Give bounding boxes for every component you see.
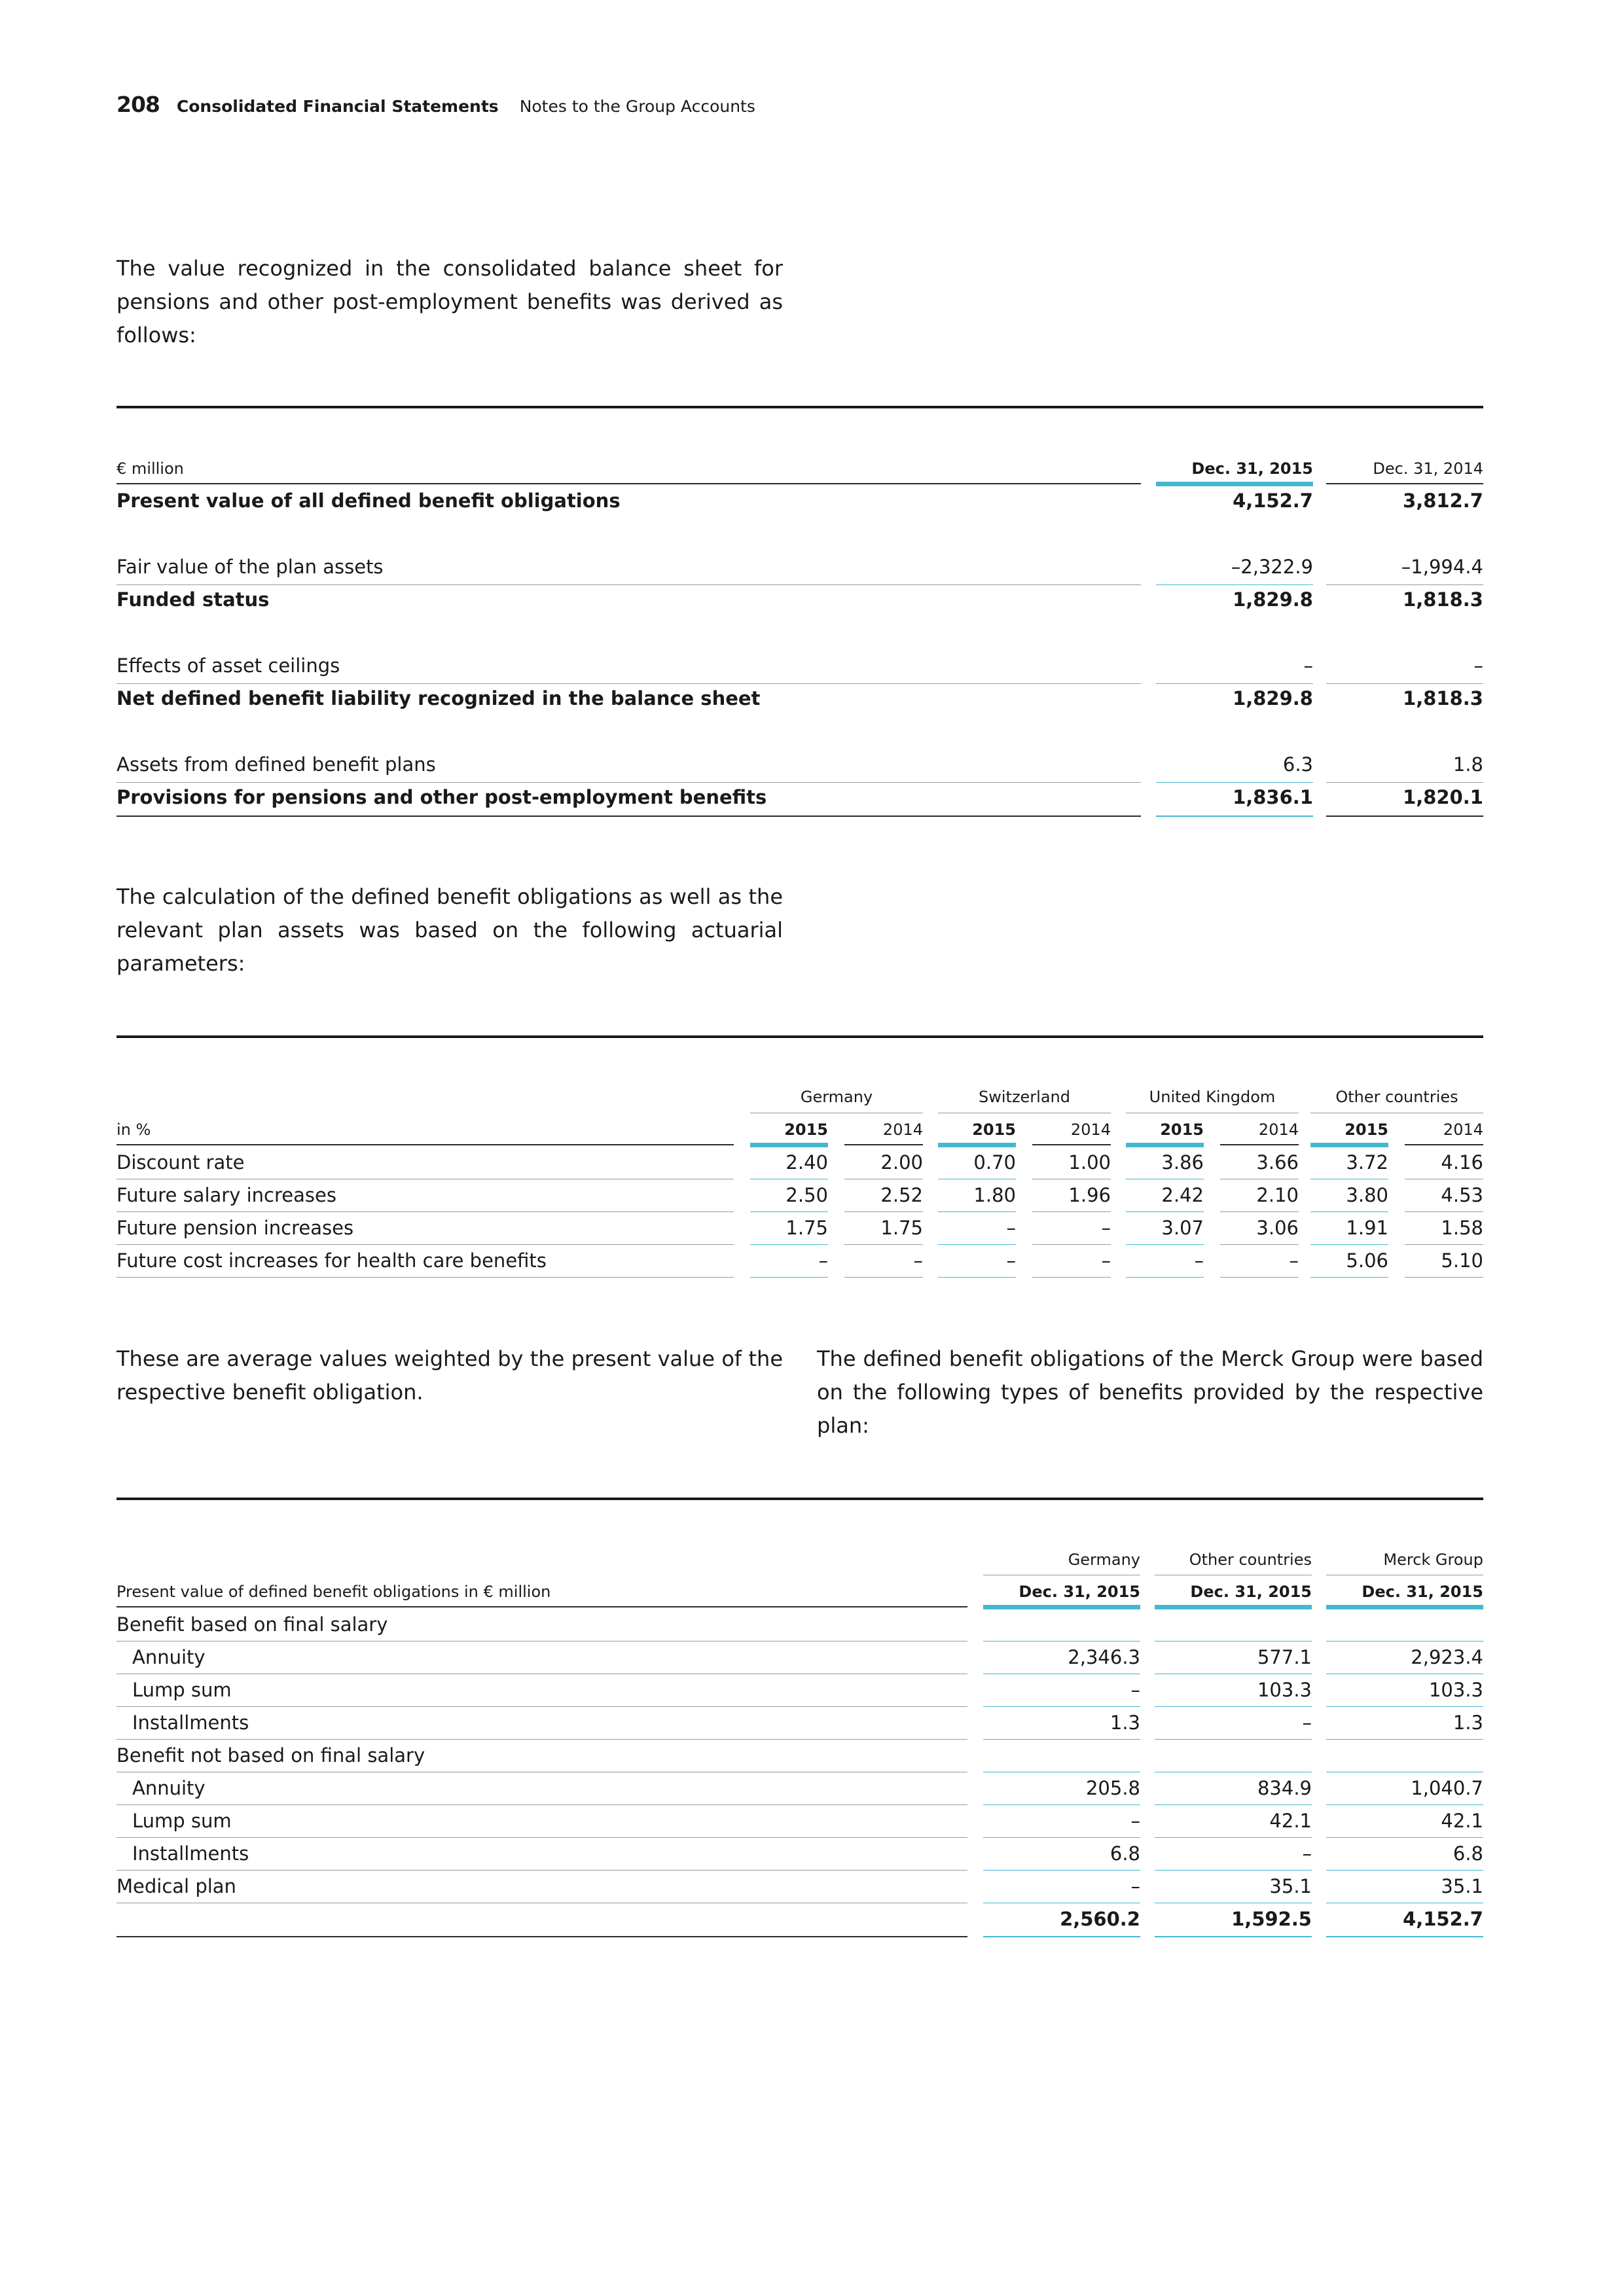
table2-row-rule — [750, 1211, 828, 1212]
table3-group-other-countries: Other countries — [1189, 1551, 1312, 1569]
table2-row-rule — [844, 1244, 923, 1245]
table2-group-united-kingdom: United Kingdom — [1149, 1088, 1276, 1106]
table3-total-cell: 4,152.7 — [1403, 1908, 1483, 1930]
table1-bottom-rule-2015 — [1156, 816, 1313, 817]
table3-cell: 1.3 — [1110, 1712, 1140, 1734]
subsection-title: Notes to the Group Accounts — [519, 97, 755, 116]
table1-value-2014: 3,812.7 — [1403, 490, 1483, 512]
table2-row-rule — [938, 1211, 1016, 1212]
table3-row-rule — [983, 1870, 1140, 1871]
table2-row-rule — [844, 1277, 923, 1278]
table3-row-label: Lump sum — [132, 1679, 232, 1701]
table3-cell: 205.8 — [1085, 1777, 1140, 1799]
table3-cell: – — [1302, 1712, 1312, 1734]
table2-row-rule — [1405, 1277, 1483, 1278]
table1-row-rule-2015 — [1156, 782, 1313, 783]
table3-row-rule — [117, 1837, 967, 1838]
table2-cell: – — [913, 1249, 923, 1272]
table3-row-rule — [1155, 1804, 1312, 1805]
table3-cell: – — [1130, 1679, 1140, 1701]
table2-year-2015: 2015 — [1344, 1121, 1388, 1139]
table2-row-rule — [1126, 1244, 1204, 1245]
table2-row-rule — [1405, 1244, 1483, 1245]
table2-cell: – — [1101, 1249, 1111, 1272]
table3-row-rule — [1155, 1706, 1312, 1707]
table1-row-label: Present value of all defined benefit obligations — [117, 490, 621, 512]
table3-date: Dec. 31, 2015 — [1190, 1583, 1312, 1601]
table3-row-label: Benefit not based on final salary — [117, 1744, 425, 1767]
table2-cell: – — [818, 1249, 828, 1272]
table3-cell: 42.1 — [1269, 1810, 1312, 1832]
table2-row-rule — [1310, 1277, 1388, 1278]
table1-value-2014: 1,818.3 — [1403, 687, 1483, 709]
table3-row-rule — [117, 1870, 967, 1871]
table2-highlight-bar — [1126, 1143, 1204, 1147]
note-right: The defined benefit obligations of the Merck Group were based on the following types of benefits provided by the respective plan: — [817, 1346, 1483, 1438]
table1-row-rule-2014 — [1326, 782, 1483, 783]
table3-unit: Present value of defined benefit obligations in € million — [117, 1583, 551, 1601]
table3-cell: 2,923.4 — [1411, 1646, 1483, 1668]
table2-row-label: Discount rate — [117, 1151, 245, 1174]
table1-row-label: Assets from defined benefit plans — [117, 753, 436, 776]
table2-cell: 3.66 — [1256, 1151, 1299, 1174]
table3-row-rule — [1155, 1870, 1312, 1871]
table2-cell: 3.06 — [1256, 1217, 1299, 1239]
table3-cell: 42.1 — [1441, 1810, 1483, 1832]
table1-header-rule — [117, 483, 1141, 484]
table2-cell: 2.00 — [880, 1151, 923, 1174]
table1-value-2015: 4,152.7 — [1233, 490, 1313, 512]
table3-cell: 2,346.3 — [1068, 1646, 1140, 1668]
table2-row-rule — [117, 1211, 734, 1212]
table3-cell: – — [1302, 1842, 1312, 1865]
table2-cell: 1.75 — [785, 1217, 828, 1239]
table2-row-rule — [117, 1277, 734, 1278]
table3-row-rule — [983, 1706, 1140, 1707]
table2-highlight-bar — [750, 1143, 828, 1147]
table2-cell: 2.50 — [785, 1184, 828, 1206]
section-title: Consolidated Financial Statements — [176, 97, 499, 116]
table2-group-other-countries: Other countries — [1335, 1088, 1458, 1106]
table2-row-rule — [1032, 1277, 1111, 1278]
table2-cell: 2.52 — [880, 1184, 923, 1206]
table3-cell: – — [1130, 1810, 1140, 1832]
table3-row-rule — [1326, 1739, 1483, 1740]
table2-row-rule — [117, 1244, 734, 1245]
page-header — [117, 92, 755, 117]
table2-highlight-bar — [1310, 1143, 1388, 1147]
table2-year-2015: 2015 — [784, 1121, 828, 1139]
table3-row-label: Installments — [132, 1842, 249, 1865]
table2-cell: – — [1006, 1217, 1016, 1239]
table3-cell: 1,040.7 — [1411, 1777, 1483, 1799]
table3-row-rule — [117, 1804, 967, 1805]
table3-row-label: Annuity — [132, 1777, 206, 1799]
table2-row-rule — [750, 1244, 828, 1245]
table2-year-2014: 2014 — [1070, 1121, 1111, 1139]
table1-col-2015: Dec. 31, 2015 — [1191, 459, 1313, 478]
table1-value-2014: –1,994.4 — [1401, 556, 1483, 578]
table2-cell: – — [1289, 1249, 1299, 1272]
table3-bottom-rule — [1155, 1936, 1312, 1937]
table1-unit: € million — [117, 459, 184, 478]
table2-row-rule — [1220, 1244, 1299, 1245]
table2-cell: 1.80 — [973, 1184, 1016, 1206]
table3-row-label: Medical plan — [117, 1875, 236, 1897]
table2-year-2015: 2015 — [1160, 1121, 1204, 1139]
table1-value-2014: 1,818.3 — [1403, 588, 1483, 611]
table2-cell: 5.10 — [1441, 1249, 1483, 1272]
table2-header-rule — [1220, 1144, 1299, 1145]
table3-row-rule — [1326, 1837, 1483, 1838]
table3-cell: 35.1 — [1441, 1875, 1483, 1897]
table2-row-rule — [1126, 1211, 1204, 1212]
table2-cell: – — [1194, 1249, 1204, 1272]
table2-row-rule — [1220, 1211, 1299, 1212]
table1-row-rule — [117, 683, 1141, 684]
table2-row-label: Future cost increases for health care benefits — [117, 1249, 547, 1272]
table1-row-label: Net defined benefit liability recognized in the balance sheet — [117, 687, 761, 709]
table2-unit: in % — [117, 1121, 151, 1139]
table3-date: Dec. 31, 2015 — [1019, 1583, 1140, 1601]
table3-row-rule — [117, 1706, 967, 1707]
table3-row-rule — [1326, 1804, 1483, 1805]
table1-bottom-rule — [117, 816, 1141, 817]
table2-row-rule — [1310, 1244, 1388, 1245]
table3-row-rule — [1155, 1837, 1312, 1838]
table2-row-rule — [750, 1277, 828, 1278]
table3-row-rule — [983, 1739, 1140, 1740]
table3-top-rule — [117, 1498, 1483, 1500]
table2-cell: 1.00 — [1068, 1151, 1111, 1174]
table2-year-2014: 2014 — [1443, 1121, 1483, 1139]
table1-value-2014: – — [1473, 655, 1483, 677]
table3-group-merck-group: Merck Group — [1383, 1551, 1483, 1569]
table1-header-rule-2014 — [1326, 483, 1483, 484]
table3-row-label: Installments — [132, 1712, 249, 1734]
table1-row-rule-2015 — [1156, 584, 1313, 585]
table2-cell: 3.80 — [1346, 1184, 1388, 1206]
table2-highlight-bar — [938, 1143, 1016, 1147]
table1-value-2015: 6.3 — [1282, 753, 1313, 776]
note-left: These are average values weighted by the present value of the respective benefit obligation. — [117, 1346, 783, 1405]
table3-cell: 6.8 — [1453, 1842, 1483, 1865]
table2-row-rule — [1126, 1277, 1204, 1278]
table1-row-label: Fair value of the plan assets — [117, 556, 384, 578]
table3-group-germany: Germany — [1068, 1551, 1140, 1569]
table3-cell: 35.1 — [1269, 1875, 1312, 1897]
table3-row-rule — [1326, 1870, 1483, 1871]
table1-row-label: Effects of asset ceilings — [117, 655, 340, 677]
table2-row-rule — [1310, 1211, 1388, 1212]
table2-row-rule — [844, 1211, 923, 1212]
table2-cell: 2.40 — [785, 1151, 828, 1174]
table1-bottom-rule-2014 — [1326, 816, 1483, 817]
table2-cell: 2.42 — [1161, 1184, 1204, 1206]
table1-value-2015: – — [1303, 655, 1313, 677]
table2-cell: 3.72 — [1346, 1151, 1388, 1174]
table3-row-label: Annuity — [132, 1646, 206, 1668]
table1-value-2015: 1,836.1 — [1233, 786, 1313, 808]
table2-row-label: Future pension increases — [117, 1217, 354, 1239]
table2-header-rule — [844, 1144, 923, 1145]
table3-header-rule — [117, 1606, 967, 1607]
table2-cell: 4.16 — [1441, 1151, 1483, 1174]
table2-group-germany: Germany — [800, 1088, 873, 1106]
table3-row-label: Benefit based on final salary — [117, 1613, 388, 1636]
table2-row-rule — [938, 1277, 1016, 1278]
table2-cell: 2.10 — [1256, 1184, 1299, 1206]
table2-cell: – — [1006, 1249, 1016, 1272]
table3-row-rule — [1155, 1739, 1312, 1740]
table2-cell: 3.07 — [1161, 1217, 1204, 1239]
table2-row-rule — [1405, 1211, 1483, 1212]
table2-year-2014: 2014 — [1258, 1121, 1299, 1139]
page-number: 208 — [117, 92, 160, 117]
table3-bottom-rule — [983, 1936, 1140, 1937]
table3-row-rule — [1326, 1706, 1483, 1707]
table3-cell: 103.3 — [1257, 1679, 1312, 1701]
table2-year-2015: 2015 — [972, 1121, 1016, 1139]
table3-highlight-bar — [1326, 1605, 1483, 1609]
table3-cell: – — [1130, 1875, 1140, 1897]
table2-header-rule — [1405, 1144, 1483, 1145]
table2-header-rule — [1032, 1144, 1111, 1145]
table1-row-rule-2014 — [1326, 584, 1483, 585]
table3-cell: 834.9 — [1257, 1777, 1312, 1799]
table1-row-rule — [117, 782, 1141, 783]
table2-top-rule — [117, 1035, 1483, 1038]
table3-row-rule — [983, 1837, 1140, 1838]
table2-row-rule — [1220, 1277, 1299, 1278]
table3-cell: 1.3 — [1453, 1712, 1483, 1734]
table1-row-label: Funded status — [117, 588, 270, 611]
table1-top-rule — [117, 406, 1483, 408]
table2-cell: 1.58 — [1441, 1217, 1483, 1239]
table2-year-2014: 2014 — [882, 1121, 923, 1139]
table3-row-rule — [117, 1739, 967, 1740]
table1-value-2015: 1,829.8 — [1233, 588, 1313, 611]
table3-cell: 103.3 — [1428, 1679, 1483, 1701]
table3-highlight-bar — [983, 1605, 1140, 1609]
table1-row-rule — [117, 584, 1141, 585]
table1-highlight-bar — [1156, 482, 1313, 486]
table3-date: Dec. 31, 2015 — [1362, 1583, 1483, 1601]
table3-row-rule — [983, 1804, 1140, 1805]
table1-value-2014: 1.8 — [1453, 753, 1483, 776]
table1-value-2015: 1,829.8 — [1233, 687, 1313, 709]
table1-value-2015: –2,322.9 — [1231, 556, 1313, 578]
table2-cell: 3.86 — [1161, 1151, 1204, 1174]
table3-cell: 6.8 — [1110, 1842, 1140, 1865]
intro-paragraph-1: The value recognized in the consolidated balance sheet for pensions and other post-employment benefits was derived as follows: — [117, 256, 783, 348]
table2-cell: 4.53 — [1441, 1184, 1483, 1206]
table1-row-rule-2015 — [1156, 683, 1313, 684]
table1-col-2014: Dec. 31, 2014 — [1373, 459, 1483, 478]
table2-cell: 1.75 — [880, 1217, 923, 1239]
intro-paragraph-2: The calculation of the defined benefit obligations as well as the relevant plan assets was based on the following actuarial parameters: — [117, 884, 783, 976]
table3-total-cell: 1,592.5 — [1231, 1908, 1312, 1930]
table1-row-label: Provisions for pensions and other post-employment benefits — [117, 786, 767, 808]
table2-row-label: Future salary increases — [117, 1184, 336, 1206]
table2-cell: 1.96 — [1068, 1184, 1111, 1206]
table2-cell: – — [1101, 1217, 1111, 1239]
table1-value-2014: 1,820.1 — [1403, 786, 1483, 808]
table3-bottom-rule — [117, 1936, 967, 1937]
table3-cell: 577.1 — [1257, 1646, 1312, 1668]
table3-bottom-rule — [1326, 1936, 1483, 1937]
table2-group-switzerland: Switzerland — [979, 1088, 1070, 1106]
table3-highlight-bar — [1155, 1605, 1312, 1609]
table2-cell: 5.06 — [1346, 1249, 1388, 1272]
table2-cell: 1.91 — [1346, 1217, 1388, 1239]
table2-row-rule — [938, 1244, 1016, 1245]
table2-row-rule — [1032, 1211, 1111, 1212]
table3-row-label: Lump sum — [132, 1810, 232, 1832]
table3-total-cell: 2,560.2 — [1060, 1908, 1140, 1930]
table1-row-rule-2014 — [1326, 683, 1483, 684]
table2-row-rule — [1032, 1244, 1111, 1245]
table2-cell: 0.70 — [973, 1151, 1016, 1174]
table2-header-rule — [117, 1144, 734, 1145]
